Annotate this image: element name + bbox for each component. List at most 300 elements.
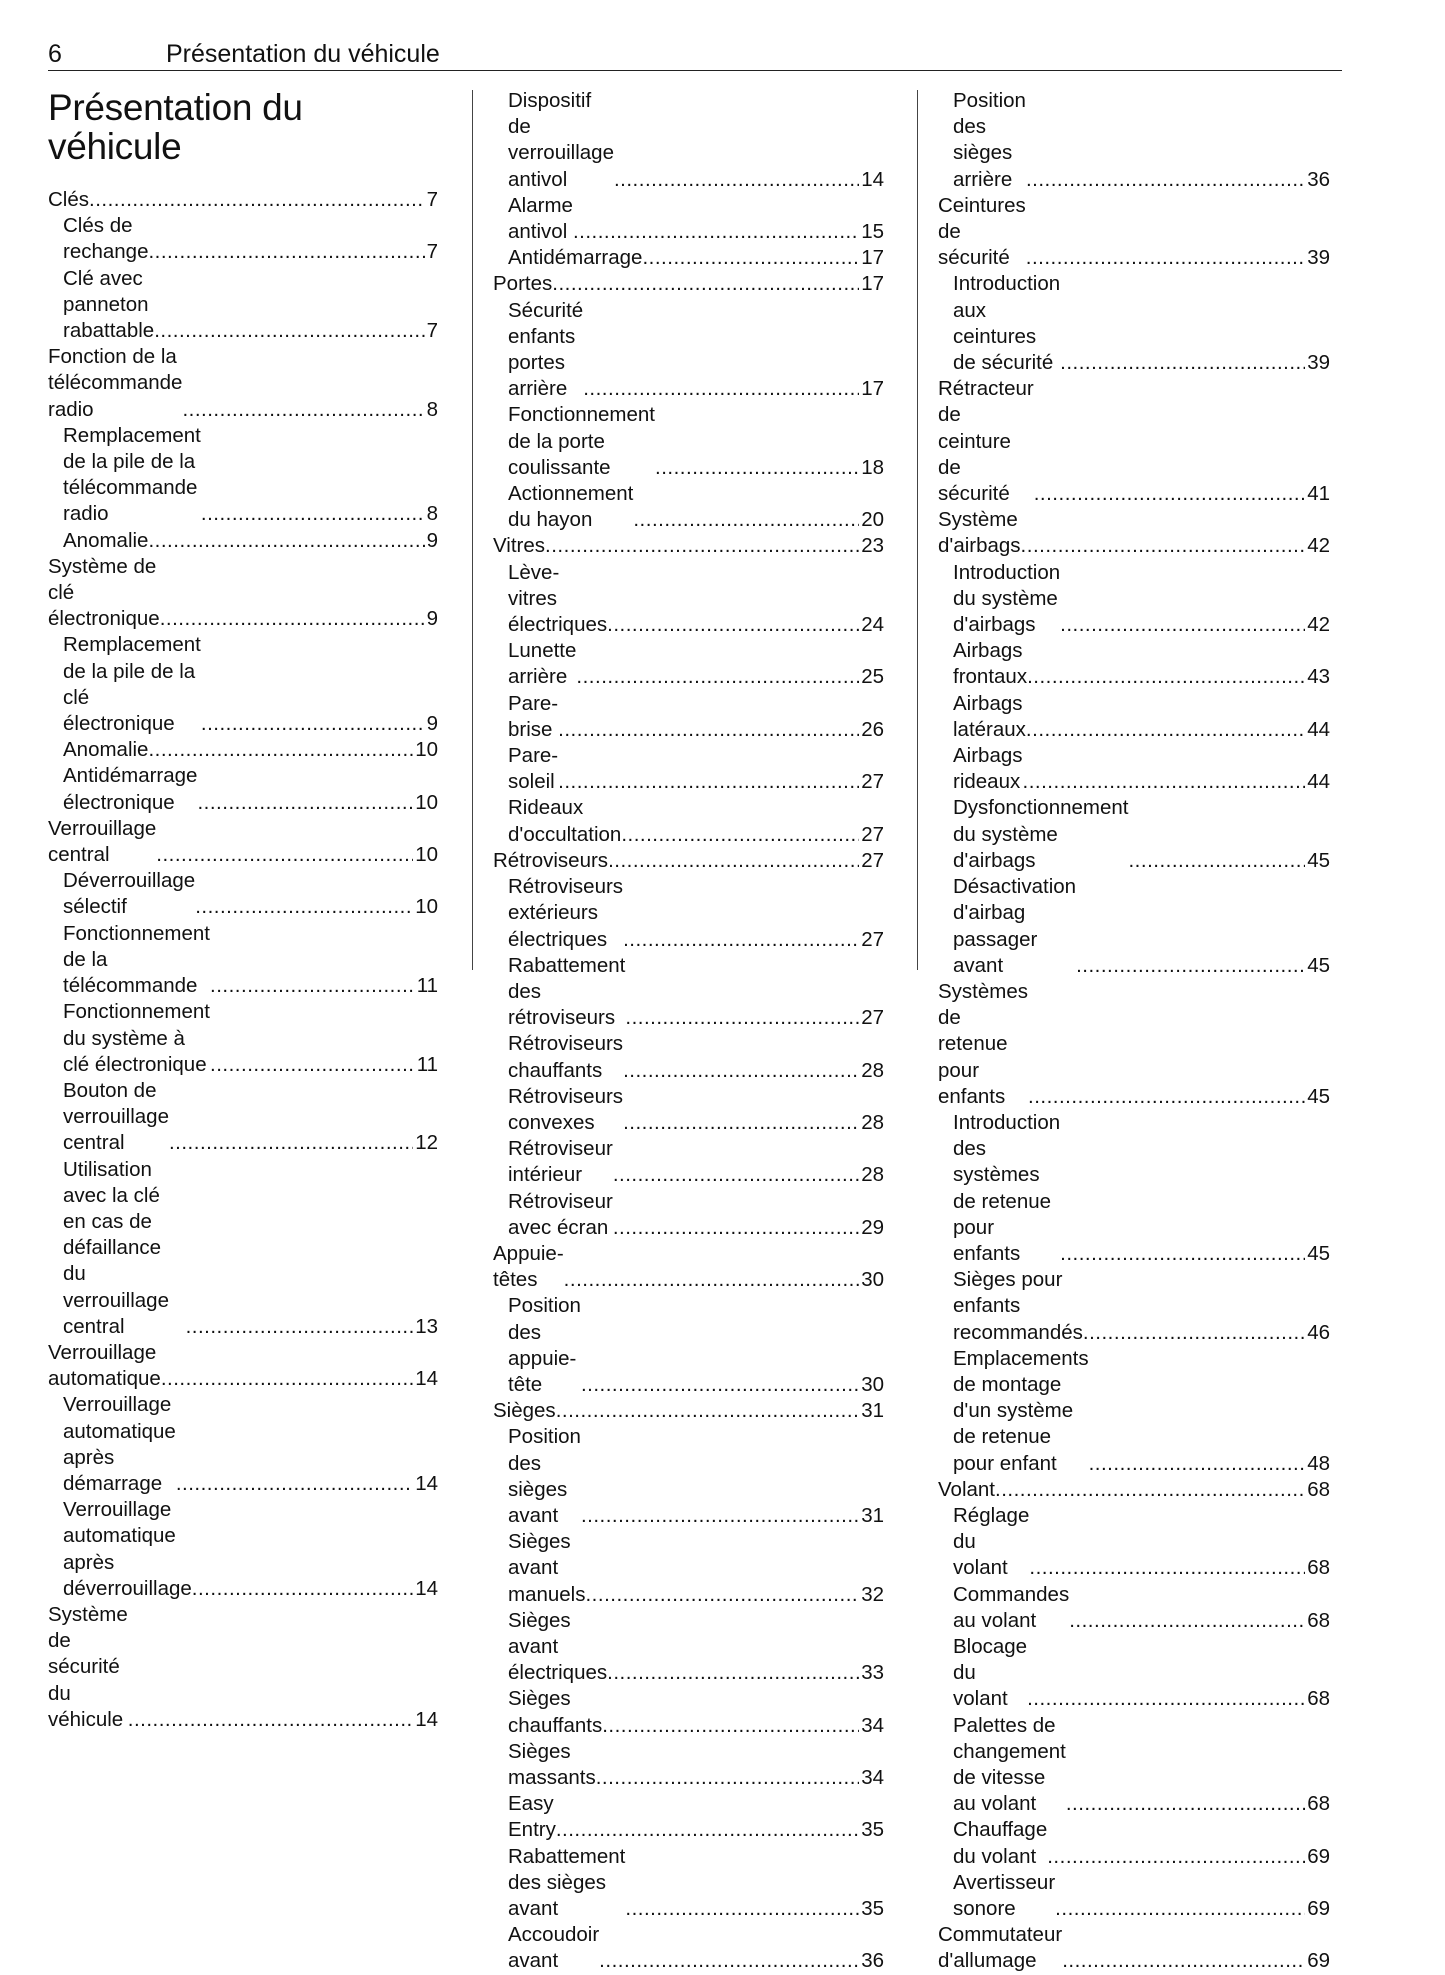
toc-entry-label: Sièges <box>493 1399 556 1423</box>
toc-page-number: 48 <box>1307 1451 1330 1475</box>
dot-leader <box>1034 481 1305 507</box>
dot-leader <box>614 167 859 193</box>
toc-entry-label: Lunette arrière <box>508 639 577 689</box>
dot-leader <box>148 528 424 554</box>
dot-leader <box>195 894 413 920</box>
toc-entry-label: Désactivation d'airbag passager avant <box>953 875 1077 977</box>
toc-page-number: 31 <box>861 1503 884 1527</box>
toc-subentry[interactable] <box>493 481 884 533</box>
toc-page-number: 12 <box>415 1131 438 1155</box>
toc-entry[interactable] <box>493 1241 884 1293</box>
toc-entry-label: Verrouillage automatique après déverrouillage <box>63 1498 192 1600</box>
dot-leader <box>1055 1896 1305 1922</box>
toc-entry-label: Commutateur d'allumage <box>938 1923 1063 1973</box>
toc-entry-label: Systèmes de retenue pour enfants <box>938 979 1028 1108</box>
toc-subentry[interactable] <box>938 560 1330 639</box>
toc-subentry[interactable] <box>48 1078 438 1157</box>
toc-entry-label: Fonctionnement du système à clé électronique <box>63 1000 211 1076</box>
toc-subentry[interactable] <box>48 1157 438 1340</box>
toc-entry-label: Volant <box>938 1477 995 1501</box>
dot-leader <box>148 239 424 265</box>
toc-subentry[interactable] <box>48 528 438 554</box>
dot-leader <box>623 1110 859 1136</box>
toc-page-number: 27 <box>861 927 884 951</box>
toc-entry-label: Réglage du volant <box>953 1503 1030 1580</box>
toc-subentry[interactable] <box>48 1497 438 1602</box>
toc-column-2 <box>493 88 884 1975</box>
toc-subentry[interactable] <box>493 953 884 1032</box>
dot-leader <box>625 1896 859 1922</box>
toc-entry-label: Commandes au volant <box>953 1582 1070 1632</box>
toc-page-number: 9 <box>426 607 438 631</box>
toc-page-number: 69 <box>1307 1844 1330 1868</box>
dot-leader <box>642 245 859 271</box>
toc-page-number: 69 <box>1307 1949 1330 1973</box>
toc-entry-label: Palettes de changement de vitesse au volant <box>953 1713 1066 1816</box>
page-header <box>48 38 1342 71</box>
toc-page-number: 45 <box>1307 848 1330 872</box>
toc-list <box>48 187 438 1733</box>
dot-leader <box>210 973 415 999</box>
toc-entry[interactable] <box>48 554 438 633</box>
toc-entry-label: Introduction aux ceintures de sécurité <box>953 272 1061 375</box>
toc-page-number: 44 <box>1307 770 1330 794</box>
toc-subentry[interactable] <box>938 1346 1330 1477</box>
toc-entry[interactable] <box>493 533 884 559</box>
dot-leader <box>552 271 859 297</box>
toc-subentry[interactable] <box>48 737 438 763</box>
toc-subentry[interactable] <box>493 298 884 403</box>
toc-subentry[interactable] <box>938 1110 1330 1267</box>
toc-page-number: 36 <box>861 1949 884 1973</box>
dot-leader <box>613 1215 859 1241</box>
toc-entry-label: Ceintures de sécurité <box>938 193 1026 270</box>
toc-subentry[interactable] <box>48 632 438 737</box>
toc-entry[interactable] <box>938 1922 1330 1974</box>
dot-leader <box>1026 717 1305 743</box>
toc-entry-label: Verrouillage automatique après démarrage <box>63 1393 176 1495</box>
toc-subentry[interactable] <box>493 743 884 795</box>
dot-leader <box>1076 953 1305 979</box>
toc-page-number: 29 <box>861 1215 884 1239</box>
toc-page-number: 10 <box>415 738 438 762</box>
toc-page-number: 35 <box>861 1818 884 1842</box>
dot-leader <box>201 711 425 737</box>
toc-subentry[interactable] <box>938 743 1330 795</box>
toc-page-number: 7 <box>426 188 438 211</box>
dot-leader <box>583 376 859 402</box>
dot-leader <box>192 1576 413 1602</box>
dot-leader <box>1089 1451 1306 1477</box>
toc-subentry[interactable] <box>493 1189 884 1241</box>
toc-subentry[interactable] <box>493 402 884 481</box>
toc-page-number: 26 <box>861 717 884 741</box>
toc-subentry[interactable] <box>48 868 438 920</box>
toc-subentry[interactable] <box>938 1503 1330 1582</box>
toc-page-number: 39 <box>1307 246 1330 270</box>
toc-page-number: 11 <box>416 1052 438 1076</box>
dot-leader <box>576 664 859 690</box>
toc-entry-label: Pare-soleil <box>508 744 559 794</box>
toc-subentry[interactable] <box>493 638 884 690</box>
toc-page-number: 31 <box>861 1399 884 1423</box>
toc-entry-label: Clé avec panneton rabattable <box>63 266 155 343</box>
toc-entry-label: Antidémarrage électronique <box>63 764 198 814</box>
dot-leader <box>558 769 859 795</box>
toc-entry-label: Sièges pour enfants recommandés <box>953 1268 1083 1344</box>
toc-page-number: 68 <box>1307 1556 1330 1580</box>
dot-leader <box>995 1477 1305 1503</box>
dot-leader <box>128 1707 413 1733</box>
dot-leader <box>182 397 424 423</box>
toc-page-number: 68 <box>1307 1477 1330 1501</box>
column-divider <box>472 90 473 970</box>
toc-entry[interactable] <box>48 187 438 213</box>
toc-entry-label: Lève-vitres électriques <box>508 560 608 637</box>
toc-page-number: 7 <box>426 240 438 264</box>
toc-subentry[interactable] <box>938 1817 1330 1869</box>
dot-leader <box>1027 664 1305 690</box>
dot-leader <box>1026 167 1305 193</box>
toc-entry[interactable] <box>48 1340 438 1392</box>
toc-entry-label: Rétroviseur avec écran <box>508 1189 613 1239</box>
toc-subentry[interactable] <box>493 1031 884 1083</box>
toc-entry[interactable] <box>493 848 884 874</box>
dot-leader <box>1083 1320 1305 1346</box>
dot-leader <box>1062 1948 1305 1974</box>
toc-subentry[interactable] <box>493 1529 884 1608</box>
toc-entry-label: Sécurité enfants portes arrière <box>508 298 584 401</box>
toc-entry-label: Système de clé électronique <box>48 554 160 631</box>
toc-entry-label: Rideaux d'occultation <box>508 796 622 846</box>
toc-subentry[interactable] <box>938 1582 1330 1634</box>
toc-entry[interactable] <box>938 1477 1330 1503</box>
toc-page-number: 14 <box>415 1576 438 1600</box>
toc-subentry[interactable] <box>938 691 1330 743</box>
dot-leader <box>607 1660 859 1686</box>
toc-entry-label: Rabattement des rétroviseurs <box>508 953 626 1030</box>
dot-leader <box>1026 245 1305 271</box>
toc-page-number: 36 <box>1307 167 1330 191</box>
toc-page-number: 23 <box>861 534 884 558</box>
toc-subentry[interactable] <box>493 560 884 639</box>
toc-entry-label: Position des appuie-tête <box>508 1294 581 1396</box>
toc-entry[interactable] <box>938 507 1330 559</box>
toc-subentry[interactable] <box>493 1293 884 1398</box>
toc-page-number: 39 <box>1307 351 1330 375</box>
dot-leader <box>1128 848 1305 874</box>
dot-leader <box>1021 533 1306 559</box>
toc-subentry[interactable] <box>493 1424 884 1529</box>
dot-leader <box>1069 1608 1305 1634</box>
toc-subentry[interactable] <box>48 266 438 345</box>
dot-leader <box>154 318 424 344</box>
toc-subentry[interactable] <box>493 1922 884 1974</box>
toc-page-number: 28 <box>861 1163 884 1187</box>
toc-subentry[interactable] <box>493 193 884 245</box>
toc-entry-label: Rabattement des sièges avant <box>508 1844 626 1921</box>
toc-page-number: 43 <box>1307 665 1330 689</box>
toc-entry-label: Anomalie <box>63 528 149 552</box>
toc-entry-label: Remplacement de la pile de la télécommande radio <box>63 423 201 526</box>
toc-page-number: 20 <box>861 508 884 532</box>
toc-page-number: 10 <box>415 895 438 919</box>
toc-entry-label: Sièges avant manuels <box>508 1530 586 1606</box>
toc-entry-label: Sièges avant électriques <box>508 1608 608 1685</box>
toc-entry-label: Rétroviseurs extérieurs électriques <box>508 875 624 951</box>
toc-page-number: 18 <box>861 455 884 479</box>
toc-page-number: 33 <box>861 1661 884 1685</box>
column-divider <box>917 90 918 970</box>
toc-page-number: 14 <box>415 1471 438 1495</box>
toc-subentry[interactable] <box>938 271 1330 376</box>
toc-subentry[interactable] <box>48 423 438 528</box>
toc-entry-label: Appuie-têtes <box>493 1241 564 1292</box>
dot-leader <box>608 848 859 874</box>
dot-leader <box>573 219 859 245</box>
dot-leader <box>1060 1241 1305 1267</box>
toc-entry-label: Remplacement de la pile de la clé électronique <box>63 633 201 736</box>
dot-leader <box>623 1058 859 1084</box>
toc-column-3 <box>938 88 1330 1975</box>
dot-leader <box>148 737 413 763</box>
toc-entry-label: Verrouillage central <box>48 816 157 867</box>
toc-entry-label: Clés de rechange <box>63 214 149 264</box>
dot-leader <box>197 790 413 816</box>
dot-leader <box>1027 1686 1305 1712</box>
toc-subentry[interactable] <box>938 795 1330 874</box>
toc-page-number: 17 <box>861 377 884 401</box>
dot-leader <box>1066 1791 1305 1817</box>
toc-page-number: 69 <box>1307 1897 1330 1921</box>
toc-page-number: 17 <box>861 246 884 270</box>
toc-page-number: 35 <box>861 1897 884 1921</box>
toc-entry-label: Verrouillage automatique <box>48 1340 161 1391</box>
toc-entry-label: Accoudoir avant <box>508 1923 600 1973</box>
toc-entry-label: Sièges massants <box>508 1739 596 1789</box>
toc-page-number: 13 <box>415 1314 438 1338</box>
toc-entry[interactable] <box>48 816 438 868</box>
toc-page-number: 9 <box>426 528 438 552</box>
dot-leader <box>1023 769 1306 795</box>
toc-page-number: 14 <box>415 1707 438 1731</box>
toc-entry[interactable] <box>938 193 1330 272</box>
toc-subentry[interactable] <box>48 999 438 1078</box>
toc-subentry[interactable] <box>938 1267 1330 1346</box>
dot-leader <box>625 1005 859 1031</box>
toc-page-number: 45 <box>1307 1241 1330 1265</box>
toc-subentry[interactable] <box>493 1844 884 1923</box>
toc-page-number: 28 <box>861 1058 884 1082</box>
toc-entry-label: Rétroviseurs chauffants <box>508 1032 624 1082</box>
toc-subentry[interactable] <box>493 1686 884 1738</box>
toc-subentry[interactable] <box>493 1739 884 1791</box>
dot-leader <box>585 1582 859 1608</box>
toc-entry-label: Airbags rideaux <box>953 744 1023 794</box>
toc-page-number: 45 <box>1307 1084 1330 1108</box>
toc-subentry[interactable] <box>938 1634 1330 1713</box>
toc-page-number: 45 <box>1307 953 1330 977</box>
toc-entry-label: Bouton de verrouillage central <box>63 1078 169 1155</box>
dot-leader <box>581 1372 859 1398</box>
toc-subentry[interactable] <box>493 795 884 847</box>
toc-page-number: 27 <box>861 822 884 846</box>
toc-page-number: 17 <box>861 272 884 296</box>
dot-leader <box>556 1398 860 1424</box>
toc-entry[interactable] <box>938 979 1330 1110</box>
toc-page-number: 8 <box>426 502 438 526</box>
dot-leader <box>1029 1555 1305 1581</box>
dot-leader <box>156 842 413 868</box>
toc-column-1 <box>48 88 438 1733</box>
dot-leader <box>1060 350 1305 376</box>
toc-entry[interactable] <box>493 271 884 297</box>
toc-subentry[interactable] <box>938 874 1330 979</box>
toc-entry-label: Introduction du système d'airbags <box>953 560 1061 637</box>
toc-page-number: 27 <box>861 1006 884 1030</box>
toc-page-number: 68 <box>1307 1792 1330 1816</box>
chapter-title: Présentation du véhicule <box>48 87 303 167</box>
toc-page-number: 46 <box>1307 1320 1330 1344</box>
dot-leader <box>201 501 425 527</box>
toc-subentry[interactable] <box>493 691 884 743</box>
toc-list <box>938 88 1330 1975</box>
toc-page-number: 10 <box>415 790 438 814</box>
toc-page-number: 34 <box>861 1713 884 1737</box>
toc-entry-label: Actionnement du hayon <box>508 482 634 532</box>
toc-entry-label: Rétracteur de ceinture de sécurité <box>938 377 1034 506</box>
page-number: 6 <box>48 40 62 68</box>
dot-leader <box>176 1471 413 1497</box>
toc-page-number: 7 <box>426 319 438 343</box>
toc-entry[interactable] <box>938 376 1330 507</box>
toc-page-number: 30 <box>861 1372 884 1396</box>
toc-page-number: 14 <box>415 1367 438 1391</box>
toc-entry-label: Chauffage du volant <box>953 1818 1048 1868</box>
toc-entry-label: Vitres <box>493 534 546 558</box>
toc-page-number: 42 <box>1307 613 1330 637</box>
toc-entry-label: Easy Entry <box>508 1792 556 1842</box>
toc-entry-label: Position des sièges arrière <box>953 89 1026 191</box>
toc-entry-label: Antidémarrage <box>508 246 643 270</box>
toc-subentry[interactable] <box>48 1392 438 1497</box>
toc-page-number: 27 <box>861 770 884 794</box>
toc-subentry[interactable] <box>938 1713 1330 1818</box>
toc-subentry[interactable] <box>493 1084 884 1136</box>
dot-leader <box>607 612 859 638</box>
toc-page-number: 68 <box>1307 1687 1330 1711</box>
toc-page-number: 25 <box>861 665 884 689</box>
toc-subentry[interactable] <box>938 638 1330 690</box>
toc-entry-label: Avertisseur sonore <box>953 1870 1056 1921</box>
toc-entry[interactable] <box>48 344 438 423</box>
toc-subentry[interactable] <box>493 874 884 953</box>
dot-leader <box>1047 1844 1305 1870</box>
toc-entry-label: Système de sécurité du véhicule <box>48 1602 128 1731</box>
toc-subentry[interactable] <box>48 921 438 1000</box>
dot-leader <box>621 822 859 848</box>
dot-leader <box>556 1817 859 1843</box>
toc-page-number: 8 <box>426 397 438 421</box>
toc-entry-label: Rétroviseurs convexes <box>508 1084 624 1134</box>
dot-leader <box>160 606 425 632</box>
dot-leader <box>564 1267 860 1293</box>
toc-entry-label: Clés <box>48 188 90 211</box>
toc-page-number: 14 <box>861 167 884 191</box>
dot-leader <box>558 717 859 743</box>
toc-page-number: 30 <box>861 1268 884 1292</box>
toc-entry-label: Position des sièges avant <box>508 1425 581 1527</box>
toc-page-number: 27 <box>861 848 884 872</box>
toc-entry-label: Système d'airbags <box>938 508 1021 558</box>
toc-page-number: 15 <box>861 220 884 244</box>
toc-page-number: 32 <box>861 1582 884 1606</box>
toc-entry-label: Airbags frontaux <box>953 639 1028 689</box>
toc-subentry[interactable] <box>48 213 438 265</box>
toc-page-number: 24 <box>861 613 884 637</box>
dot-leader <box>161 1366 413 1392</box>
toc-entry-label: Rétroviseur intérieur <box>508 1137 613 1187</box>
toc-entry-label: Rétroviseurs <box>493 848 609 872</box>
toc-entry-label: Dispositif de verrouillage antivol <box>508 89 614 191</box>
dot-leader <box>613 1162 859 1188</box>
dot-leader <box>1028 1084 1305 1110</box>
dot-leader <box>596 1765 859 1791</box>
toc-subentry[interactable] <box>493 1608 884 1687</box>
toc-subentry[interactable] <box>938 88 1330 193</box>
dot-leader <box>581 1503 859 1529</box>
toc-page-number: 34 <box>861 1766 884 1789</box>
toc-entry-label: Blocage du volant <box>953 1634 1028 1711</box>
toc-page-number: 28 <box>861 1110 884 1134</box>
toc-page-number: 42 <box>1307 534 1330 558</box>
toc-page-number: 41 <box>1307 482 1330 506</box>
toc-entry-label: Portes <box>493 272 553 296</box>
toc-entry-label: Airbags latéraux <box>953 691 1026 741</box>
toc-subentry[interactable] <box>48 763 438 815</box>
toc-subentry[interactable] <box>493 1791 884 1843</box>
toc-entry[interactable] <box>493 1398 884 1424</box>
dot-leader <box>633 507 859 533</box>
toc-entry[interactable] <box>48 1602 438 1733</box>
toc-subentry[interactable] <box>493 88 884 193</box>
toc-page-number: 44 <box>1307 717 1330 741</box>
dot-leader <box>602 1713 859 1739</box>
dot-leader <box>599 1948 859 1974</box>
toc-subentry[interactable] <box>493 245 884 271</box>
toc-entry-label: Fonction de la télécommande radio <box>48 345 183 421</box>
toc-entry-label: Emplacements de montage d'un système de retenue pour enfant <box>953 1346 1089 1475</box>
toc-entry-label: Utilisation avec la clé en cas de défaillance du verrouillage central <box>63 1157 169 1338</box>
dot-leader <box>89 187 425 213</box>
toc-page-number: 10 <box>415 843 438 867</box>
toc-entry-label: Déverrouillage sélectif <box>63 869 196 919</box>
toc-subentry[interactable] <box>493 1136 884 1188</box>
toc-subentry[interactable] <box>938 1870 1330 1922</box>
toc-entry-label: Introduction des systèmes de retenue pour enfants <box>953 1110 1061 1265</box>
toc-page-number: 68 <box>1307 1608 1330 1632</box>
dot-leader <box>655 455 859 481</box>
dot-leader <box>545 533 859 559</box>
dot-leader <box>169 1130 413 1156</box>
toc-entry-label: Dysfonctionnement du système d'airbags <box>953 796 1129 872</box>
dot-leader <box>210 1052 415 1078</box>
toc-entry-label: Sièges chauffants <box>508 1687 603 1737</box>
dot-leader <box>186 1314 414 1340</box>
running-section-title: Présentation du véhicule <box>166 40 440 68</box>
toc-entry-label: Fonctionnement de la télécommande <box>63 921 211 998</box>
dot-leader <box>623 927 859 953</box>
